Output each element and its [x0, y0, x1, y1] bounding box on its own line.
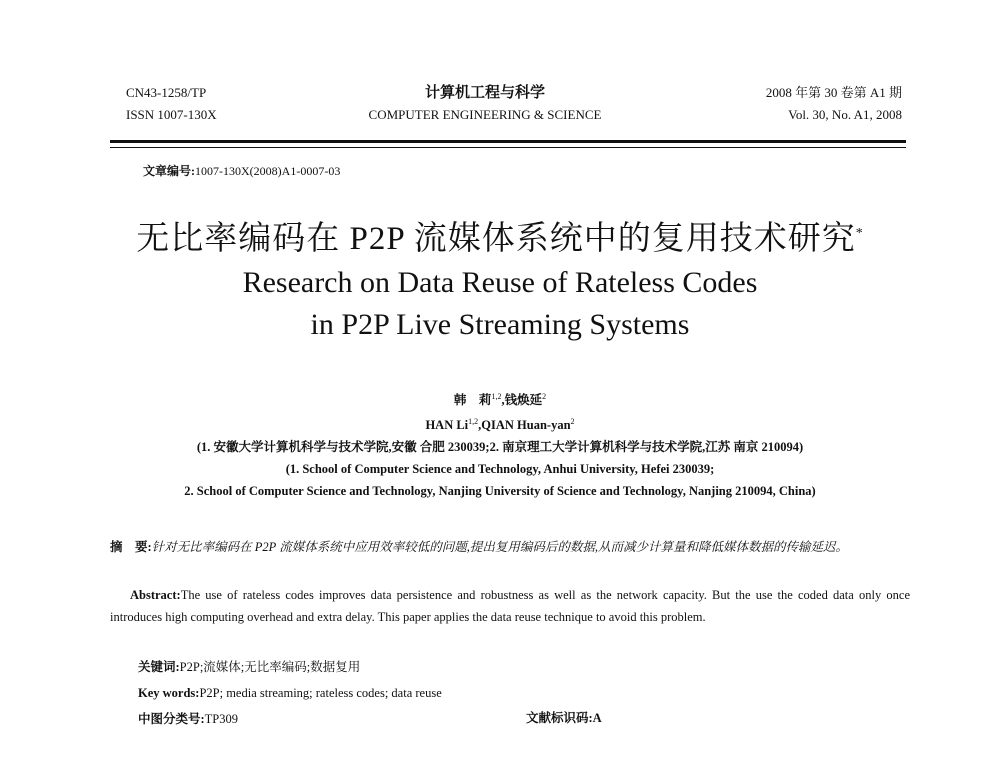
authors-en: [0, 411, 1000, 436]
title-cn: [0, 212, 1000, 259]
author-separator: ,: [478, 418, 482, 433]
clc-value: TP309: [204, 712, 239, 726]
article-number: [143, 162, 340, 179]
issue-en: Vol. 30, No. A1, 2008: [788, 107, 902, 122]
title-footnote-mark: *: [855, 226, 864, 241]
keywords-en: [138, 682, 442, 704]
keywords-cn-label: 关键词:: [138, 660, 180, 674]
keywords-cn-text: P2P;流媒体;无比率编码;数据复用: [179, 660, 361, 674]
clc-number: [138, 708, 238, 730]
author-cn-1-affil: 1,2: [491, 392, 502, 401]
affiliation-en-2: 2. School of Computer Science and Technology, Nanjing University of Science and Technology, Nanjing 210094, China): [184, 484, 816, 499]
author-separator: ,: [501, 393, 505, 408]
journal-name-cn: 计算机工程与科学: [424, 85, 545, 101]
header-rule-thin: [110, 147, 906, 148]
author-cn-2-affil: 2: [542, 392, 547, 401]
document-code-label: 文献标识码:: [526, 711, 593, 725]
header-rule-thick: [110, 140, 906, 143]
article-number-value: 1007-130X(2008)A1-0007-03: [195, 164, 341, 178]
keywords-cn: [138, 656, 360, 678]
authors-cn: [0, 386, 1000, 411]
affiliation-en-1: (1. School of Computer Science and Technology, Anhui University, Hefei 230039;: [285, 462, 715, 477]
issue-cn: 2008 年第 30 卷第 A1 期: [765, 85, 902, 100]
journal-name: [320, 82, 650, 126]
abstract-cn-text: 针对无比率编码在 P2P 流媒体系统中应用效率较低的问题,提出复用编码后的数据,从而减少计算量和降低媒体数据的传输延迟。: [151, 540, 848, 554]
journal-codes: [126, 82, 217, 126]
affiliation-cn: (1. 安徽大学计算机科学与技术学院,安徽 合肥 230039;2. 南京理工大学计算机科学与技术学院,江苏 南京 210094): [196, 440, 804, 455]
clc-label: 中图分类号:: [138, 712, 205, 726]
author-en-2: QIAN Huan-yan: [481, 418, 571, 433]
abstract-en-text: The use of rateless codes improves data persistence and robustness as well as the network capacity. But the use the coded data only once introduces high computing overhead and extra delay. This paper applies the data reuse technique to avoid this problem.: [110, 588, 910, 624]
author-en-2-affil: 2: [570, 417, 575, 427]
author-en-1: HAN Li: [425, 418, 469, 433]
document-code: [526, 708, 602, 726]
keywords-en-label: Key words:: [138, 686, 200, 700]
keywords-en-text: P2P; media streaming; rateless codes; data reuse: [199, 686, 442, 700]
abstract-cn-label: 摘 要:: [110, 540, 152, 554]
title-cn-text: 无比率编码在 P2P 流媒体系统中的复用技术研究: [136, 221, 856, 257]
title-en-line1: Research on Data Reuse of Rateless Codes: [242, 266, 758, 299]
journal-name-en: COMPUTER ENGINEERING & SCIENCE: [368, 107, 602, 122]
abstract-cn: [110, 536, 910, 558]
issn-code: ISSN 1007-130X: [126, 107, 217, 122]
abstract-en-label: Abstract:: [130, 588, 181, 602]
author-block: [0, 386, 1000, 502]
author-cn-1: 韩 莉: [453, 393, 492, 408]
cn-code: CN43-1258/TP: [126, 85, 207, 100]
author-en-1-affil: 1,2: [468, 417, 479, 427]
title-en-line2: in P2P Live Streaming Systems: [310, 308, 690, 341]
title-en: [0, 262, 1000, 346]
author-cn-2: 钱焕延: [504, 393, 543, 408]
document-code-value: A: [592, 711, 602, 725]
abstract-en: [110, 584, 910, 628]
article-number-label: 文章编号:: [143, 164, 195, 178]
issue-info: [766, 82, 902, 126]
